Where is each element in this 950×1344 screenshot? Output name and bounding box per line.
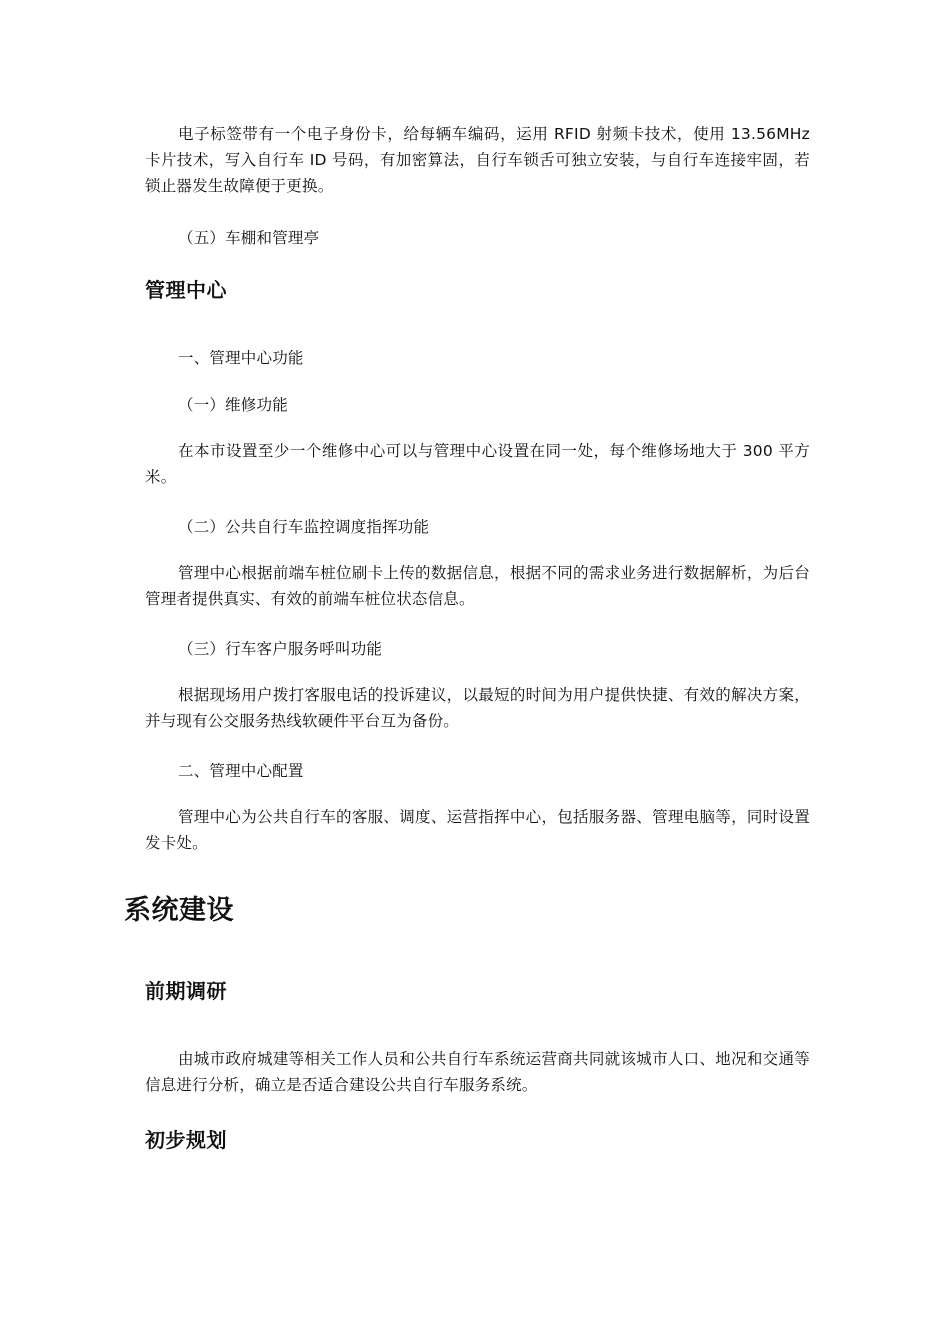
paragraph-customer-call: 根据现场用户拨打客服电话的投诉建议，以最短的时间为用户提供快捷、有效的解决方案，并与现有公交服务热线软硬件平台互为备份。: [145, 686, 810, 730]
subheading-monitor-dispatch: （二）公共自行车监控调度指挥功能: [178, 518, 430, 536]
chapter-heading-system-construction: 系统建设: [124, 895, 234, 926]
paragraph-monitor-dispatch: 管理中心根据前端车桩位刷卡上传的数据信息，根据不同的需求业务进行数据解析，为后台管理者提供真实、有效的前端车桩位状态信息。: [145, 564, 810, 608]
paragraph-repair: 在本市设置至少一个维修中心可以与管理中心设置在同一处，每个维修场地大于 300 平方米。: [145, 442, 810, 486]
subheading-shed: （五）车棚和管理亭: [178, 229, 320, 247]
subheading-center-config: 二、管理中心配置: [178, 762, 304, 780]
section-heading-management-center: 管理中心: [145, 278, 227, 302]
subheading-repair-function: （一）维修功能: [178, 396, 288, 414]
paragraph-center-config: 管理中心为公共自行车的客服、调度、运营指挥中心，包括服务器、管理电脑等，同时设置发卡处。: [145, 808, 810, 852]
paragraph-electronic-tag: 电子标签带有一个电子身份卡，给每辆车编码，运用 RFID 射频卡技术，使用 13.56MHz 卡片技术，写入自行车 ID 号码，有加密算法，自行车锁舌可独立安装，与自行车连接牢固，若锁止器发生故障便于更换。: [145, 125, 810, 195]
section-heading-preliminary-research: 前期调研: [145, 979, 227, 1003]
subheading-customer-call: （三）行车客户服务呼叫功能: [178, 640, 383, 658]
section-heading-initial-planning: 初步规划: [145, 1128, 227, 1152]
paragraph-preliminary-research: 由城市政府城建等相关工作人员和公共自行车系统运营商共同就该城市人口、地况和交通等信息进行分析，确立是否适合建设公共自行车服务系统。: [145, 1050, 810, 1094]
subheading-center-functions: 一、管理中心功能: [178, 349, 304, 367]
